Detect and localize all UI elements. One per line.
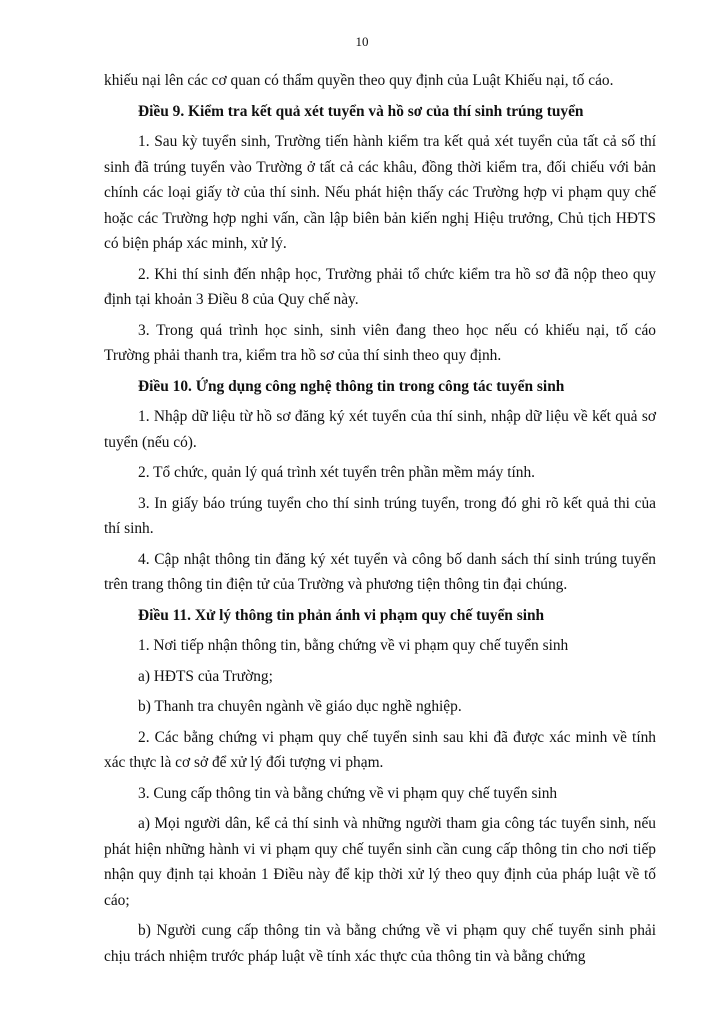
article-11-clause-1b: b) Thanh tra chuyên ngành về giáo dục nghề nghiệp. — [138, 698, 462, 715]
paragraph-continuation: khiếu nại lên các cơ quan có thẩm quyền theo quy định của Luật Khiếu nại, tố cáo. — [104, 72, 614, 89]
document-body — [104, 68, 656, 974]
article-9-clause-3: 3. Trong quá trình học sinh, sinh viên đang theo học nếu có khiếu nại, tố cáo Trường phải thanh tra, kiểm tra hồ sơ của thí sinh theo quy định. — [104, 321, 656, 364]
article-10-heading: Điều 10. Ứng dụng công nghệ thông tin trong công tác tuyển sinh — [138, 377, 565, 395]
article-9-clause-2: 2. Khi thí sinh đến nhập học, Trường phải tổ chức kiểm tra hồ sơ đã nộp theo quy định tại khoản 3 Điều 8 của Quy chế này. — [104, 265, 656, 308]
article-9-clause-1: 1. Sau kỳ tuyển sinh, Trường tiến hành kiểm tra kết quả xét tuyển của tất cả số thí sinh đã trúng tuyển vào Trường ở tất cả các khâu, đồng thời kiểm tra, đối chiếu với bản chính các loại giấy tờ của thí sinh. Nếu phát hiện thấy các Trường hợp vi phạm quy chế hoặc các Trường hợp nghi vấn, cần lập biên bản kiến nghị Hiệu trưởng, Chủ tịch HĐTS có biện pháp xác minh, xử lý. — [104, 133, 656, 252]
article-11-clause-1a: a) HĐTS của Trường; — [138, 667, 273, 685]
article-10-clause-3: 3. In giấy báo trúng tuyển cho thí sinh trúng tuyển, trong đó ghi rõ kết quả thi của thí sinh. — [104, 494, 656, 537]
article-11-clause-2: 2. Các bằng chứng vi phạm quy chế tuyển sinh sau khi đã được xác minh về tính xác thực là cơ sở để xử lý đối tượng vi phạm. — [104, 728, 656, 771]
article-11-heading: Điều 11. Xử lý thông tin phản ánh vi phạm quy chế tuyển sinh — [138, 606, 545, 624]
article-10-clause-1: 1. Nhập dữ liệu từ hồ sơ đăng ký xét tuyển của thí sinh, nhập dữ liệu về kết quả sơ tuyển (nếu có). — [104, 408, 656, 451]
article-11-clause-1: 1. Nơi tiếp nhận thông tin, bằng chứng về vi phạm quy chế tuyển sinh — [138, 637, 569, 654]
article-9-heading: Điều 9. Kiểm tra kết quả xét tuyển và hồ sơ của thí sinh trúng tuyển — [138, 102, 584, 120]
article-11-clause-3b: b) Người cung cấp thông tin và bằng chứng về vi phạm quy chế tuyển sinh phải chịu trách nhiệm trước pháp luật về tính xác thực của thông tin và bằng chứng — [104, 922, 656, 965]
article-10-clause-4: 4. Cập nhật thông tin đăng ký xét tuyển và công bố danh sách thí sinh trúng tuyển trên trang thông tin điện tử của Trường và phương tiện thông tin đại chúng. — [104, 550, 656, 593]
article-11-clause-3: 3. Cung cấp thông tin và bằng chứng về vi phạm quy chế tuyển sinh — [138, 784, 558, 802]
page-number: 10 — [355, 34, 369, 49]
article-11-clause-3a: a) Mọi người dân, kể cả thí sinh và những người tham gia công tác tuyển sinh, nếu phát hiện những hành vi vi phạm quy chế tuyển sinh cần cung cấp thông tin cho nơi tiếp nhận quy định tại khoản 1 Điều này để kịp thời xử lý theo quy định của pháp luật về tố cáo; — [104, 815, 656, 909]
article-10-clause-2: 2. Tổ chức, quản lý quá trình xét tuyển trên phần mềm máy tính. — [138, 464, 536, 481]
